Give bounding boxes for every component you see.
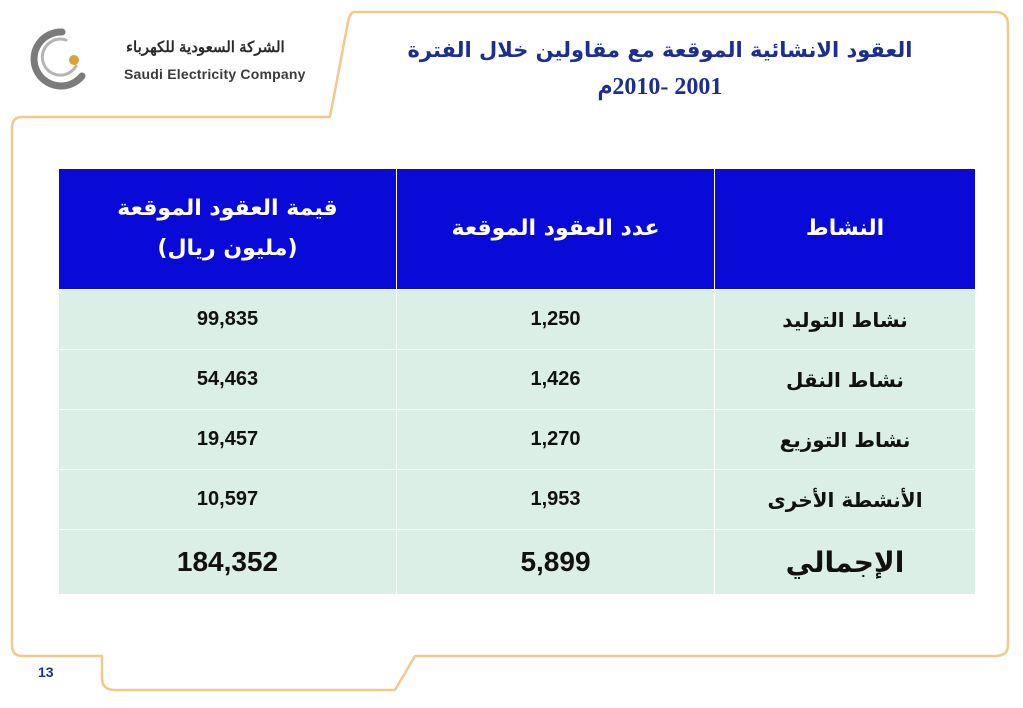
cell-activity: نشاط التوليد xyxy=(715,290,976,350)
cell-activity: الأنشطة الأخرى xyxy=(715,470,976,530)
cell-activity: نشاط النقل xyxy=(715,350,976,410)
slide-title xyxy=(360,38,960,101)
cell-count: 1,426 xyxy=(397,350,715,410)
table-row xyxy=(59,410,976,470)
header-value-line2: (مليون ريال) xyxy=(157,236,298,261)
cell-count: 1,270 xyxy=(397,410,715,470)
contracts-table xyxy=(58,168,976,595)
total-label: الإجمالي xyxy=(715,530,976,595)
table-total-row xyxy=(59,530,976,595)
logo-english-name: Saudi Electricity Company xyxy=(124,66,306,82)
title-line-1: العقود الانشائية الموقعة مع مقاولين خلال الفترة xyxy=(407,38,913,62)
cell-activity: نشاط التوزيع xyxy=(715,410,976,470)
table-row xyxy=(59,470,976,530)
header-value xyxy=(59,169,397,290)
header-count: عدد العقود الموقعة xyxy=(397,169,715,290)
cell-value: 10,597 xyxy=(59,470,397,530)
cell-count: 1,953 xyxy=(397,470,715,530)
header-activity: النشاط xyxy=(715,169,976,290)
company-logo xyxy=(22,24,322,94)
sec-logo-icon xyxy=(22,26,94,92)
total-value: 184,352 xyxy=(59,530,397,595)
table-row xyxy=(59,350,976,410)
total-count: 5,899 xyxy=(397,530,715,595)
cell-value: 19,457 xyxy=(59,410,397,470)
cell-value: 54,463 xyxy=(59,350,397,410)
table-row xyxy=(59,290,976,350)
cell-count: 1,250 xyxy=(397,290,715,350)
logo-arabic-name: الشركة السعودية للكهرباء xyxy=(126,39,285,56)
cell-value: 99,835 xyxy=(59,290,397,350)
page-number: 13 xyxy=(38,664,54,680)
header-value-line1: قيمة العقود الموقعة xyxy=(117,196,338,222)
table-header-row xyxy=(59,169,976,290)
title-line-2: 2001 -2010م xyxy=(597,74,723,100)
